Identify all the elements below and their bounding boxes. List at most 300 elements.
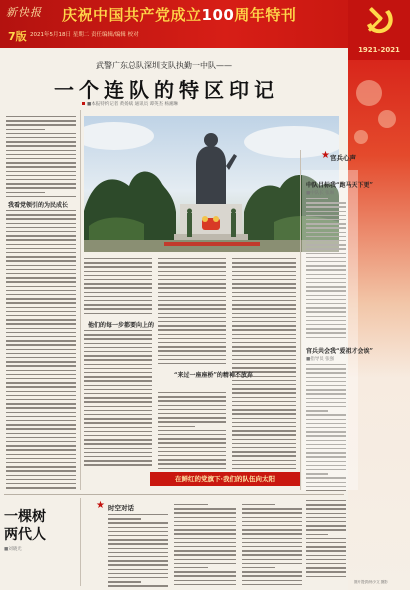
text-line bbox=[6, 336, 76, 337]
text-line bbox=[6, 158, 76, 159]
text-line bbox=[174, 521, 236, 522]
text-line bbox=[6, 319, 76, 320]
text-line bbox=[158, 451, 226, 452]
text-line bbox=[158, 442, 226, 443]
text-line bbox=[84, 308, 152, 309]
text-line bbox=[232, 413, 296, 414]
text-line bbox=[158, 346, 226, 347]
text-line bbox=[232, 426, 296, 427]
text-line bbox=[232, 304, 296, 305]
text-line bbox=[306, 513, 346, 514]
text-line bbox=[306, 559, 346, 560]
text-line bbox=[232, 363, 296, 364]
deco-bubble bbox=[354, 130, 368, 144]
text-line bbox=[158, 275, 226, 276]
text-line bbox=[84, 279, 152, 280]
text-line bbox=[158, 317, 226, 318]
text-line bbox=[158, 258, 226, 259]
text-line bbox=[6, 302, 76, 303]
column-divider bbox=[80, 110, 81, 490]
text-line bbox=[108, 548, 168, 549]
text-line bbox=[6, 462, 76, 463]
text-line bbox=[108, 531, 168, 532]
text-line bbox=[306, 508, 346, 509]
text-line bbox=[6, 454, 76, 455]
hammer-sickle-icon bbox=[362, 4, 396, 38]
text-line bbox=[108, 577, 168, 578]
text-line bbox=[6, 445, 76, 446]
text-line bbox=[108, 527, 168, 528]
deco-bubble bbox=[378, 110, 396, 128]
text-line bbox=[6, 420, 76, 421]
text-line bbox=[158, 426, 195, 427]
text-line bbox=[158, 459, 226, 460]
text-line bbox=[108, 560, 168, 561]
text-line bbox=[84, 283, 152, 284]
text-line bbox=[232, 388, 296, 389]
text-line bbox=[84, 414, 152, 415]
text-line bbox=[174, 567, 208, 568]
text-line bbox=[242, 538, 302, 539]
text-line bbox=[6, 479, 76, 480]
text-line bbox=[108, 564, 168, 565]
text-line bbox=[232, 434, 296, 435]
text-line bbox=[158, 396, 226, 397]
text-line bbox=[84, 351, 152, 352]
text-line bbox=[174, 571, 236, 572]
text-line bbox=[84, 460, 152, 461]
text-line bbox=[84, 355, 152, 356]
text-line bbox=[158, 438, 226, 439]
text-line bbox=[6, 252, 76, 253]
text-line bbox=[232, 283, 296, 284]
text-line bbox=[84, 418, 152, 419]
special-issue-title bbox=[62, 4, 296, 25]
text-line bbox=[84, 359, 152, 360]
text-line bbox=[158, 292, 226, 293]
special-title-part-c: 周年特刊 bbox=[234, 6, 297, 24]
text-line bbox=[84, 304, 152, 305]
text-line bbox=[108, 543, 168, 544]
text-line bbox=[232, 300, 296, 301]
text-line bbox=[108, 573, 168, 574]
text-line bbox=[84, 313, 152, 314]
column-divider bbox=[300, 150, 301, 490]
text-line bbox=[158, 350, 226, 351]
text-line bbox=[6, 449, 76, 450]
text-line bbox=[232, 455, 296, 456]
text-line bbox=[174, 538, 236, 539]
text-line bbox=[158, 355, 226, 356]
text-line bbox=[6, 344, 76, 345]
text-line bbox=[232, 321, 296, 322]
text-line bbox=[174, 512, 236, 513]
text-line bbox=[306, 567, 346, 568]
text-line bbox=[84, 389, 152, 390]
text-line bbox=[158, 409, 226, 410]
text-line bbox=[84, 343, 152, 344]
text-line bbox=[232, 422, 296, 423]
text-line bbox=[174, 525, 236, 526]
text-line bbox=[232, 296, 296, 297]
text-line bbox=[6, 365, 76, 366]
text-line bbox=[6, 323, 76, 324]
text-line bbox=[158, 413, 226, 414]
text-line bbox=[174, 546, 236, 547]
text-line bbox=[174, 584, 236, 585]
text-line bbox=[6, 311, 76, 312]
text-line bbox=[232, 367, 296, 368]
text-line bbox=[242, 546, 302, 547]
text-line bbox=[84, 452, 152, 453]
text-line bbox=[242, 512, 302, 513]
byline-marker bbox=[82, 102, 85, 105]
text-line bbox=[84, 385, 152, 386]
star-icon: ★ bbox=[96, 500, 105, 511]
text-line bbox=[6, 416, 76, 417]
text-line bbox=[108, 581, 141, 582]
text-line bbox=[232, 439, 296, 440]
text-line bbox=[232, 460, 296, 461]
text-line bbox=[6, 269, 76, 270]
text-line bbox=[84, 380, 152, 381]
text-line bbox=[6, 175, 76, 176]
text-line bbox=[158, 392, 226, 393]
text-line bbox=[6, 403, 76, 404]
text-line bbox=[306, 555, 346, 556]
article-subtitle: 武警广东总队深圳支队执勤一中队—— bbox=[96, 61, 232, 70]
text-line bbox=[306, 490, 346, 491]
text-line bbox=[306, 517, 346, 518]
section-divider bbox=[4, 494, 344, 495]
text-line bbox=[158, 287, 226, 288]
text-line bbox=[242, 525, 302, 526]
text-line bbox=[6, 137, 76, 138]
text-line bbox=[232, 384, 296, 385]
text-line bbox=[158, 304, 226, 305]
text-line bbox=[232, 397, 296, 398]
text-line bbox=[6, 428, 76, 429]
text-line bbox=[84, 368, 152, 369]
text-line bbox=[6, 162, 76, 163]
text-line bbox=[108, 539, 168, 540]
text-line bbox=[158, 463, 226, 464]
text-line bbox=[108, 535, 168, 536]
text-line bbox=[6, 227, 76, 228]
text-line bbox=[84, 271, 152, 272]
text-line bbox=[6, 187, 76, 188]
special-title-number: 100 bbox=[201, 6, 235, 24]
text-line bbox=[6, 307, 76, 308]
text-line bbox=[6, 179, 76, 180]
text-line bbox=[6, 466, 76, 467]
text-line bbox=[158, 296, 226, 297]
text-line bbox=[306, 500, 346, 501]
text-line bbox=[6, 244, 76, 245]
text-line bbox=[6, 424, 76, 425]
text-line bbox=[306, 504, 346, 505]
text-line bbox=[232, 308, 296, 309]
text-line bbox=[6, 374, 76, 375]
text-line bbox=[6, 273, 76, 274]
text-line bbox=[158, 434, 226, 435]
text-line bbox=[158, 400, 226, 401]
text-line bbox=[306, 542, 346, 543]
text-line bbox=[84, 338, 152, 339]
highlight-callout: 在鲜红的党旗下·我们的队伍向太阳 bbox=[150, 472, 300, 486]
star-icon: ★ bbox=[321, 150, 330, 161]
text-line bbox=[242, 533, 302, 534]
text-line bbox=[6, 210, 76, 211]
text-line bbox=[174, 529, 236, 530]
text-line bbox=[242, 554, 302, 555]
text-line bbox=[6, 315, 76, 316]
text-line bbox=[6, 412, 76, 413]
text-line bbox=[174, 517, 236, 518]
text-line bbox=[6, 120, 76, 121]
article-headline: 一个连队的特区印记 bbox=[54, 78, 279, 102]
text-line bbox=[84, 372, 152, 373]
text-line bbox=[84, 347, 152, 348]
text-line bbox=[174, 508, 236, 509]
text-line bbox=[232, 325, 296, 326]
text-line bbox=[232, 350, 296, 351]
text-line bbox=[242, 580, 302, 581]
text-line bbox=[158, 359, 226, 360]
text-line bbox=[242, 508, 302, 509]
text-line bbox=[84, 456, 152, 457]
text-line bbox=[6, 290, 76, 291]
text-line bbox=[84, 262, 152, 263]
text-line bbox=[232, 443, 296, 444]
text-line bbox=[158, 417, 226, 418]
party-emblem-area bbox=[348, 0, 410, 60]
text-line bbox=[306, 571, 346, 572]
text-line bbox=[6, 129, 45, 130]
text-line bbox=[6, 265, 76, 266]
text-line bbox=[84, 287, 152, 288]
text-line bbox=[6, 407, 76, 408]
text-line bbox=[158, 405, 226, 406]
text-line bbox=[108, 552, 168, 553]
text-line bbox=[232, 380, 296, 381]
text-line bbox=[84, 376, 152, 377]
sidebar-byline-1: ■中队长 张琳 bbox=[306, 191, 335, 196]
text-line bbox=[158, 334, 226, 335]
text-line bbox=[84, 422, 152, 423]
text-line bbox=[232, 468, 296, 469]
sidebar-title-2: 官兵共会我“爱祖才会诶” bbox=[306, 348, 373, 355]
sidebar-label: 官兵心声 bbox=[330, 154, 356, 162]
text-line bbox=[84, 364, 152, 365]
text-line bbox=[6, 433, 76, 434]
text-line bbox=[174, 580, 236, 581]
text-line bbox=[6, 183, 76, 184]
text-line bbox=[232, 317, 296, 318]
text-line bbox=[6, 281, 76, 282]
text-line bbox=[84, 275, 152, 276]
text-line bbox=[84, 397, 152, 398]
text-line bbox=[158, 321, 226, 322]
special-title-part-a: 庆祝中国共产党成立 bbox=[62, 6, 202, 24]
text-line bbox=[108, 556, 168, 557]
text-line bbox=[6, 133, 76, 134]
text-line bbox=[232, 313, 296, 314]
article-byline bbox=[82, 101, 178, 107]
text-line bbox=[306, 529, 346, 530]
newspaper-name: 新快报 bbox=[6, 6, 42, 19]
text-line bbox=[242, 504, 275, 505]
text-line bbox=[306, 534, 328, 535]
text-line bbox=[232, 271, 296, 272]
text-line bbox=[232, 287, 296, 288]
text-line bbox=[232, 266, 296, 267]
text-line bbox=[158, 313, 226, 314]
text-line bbox=[6, 378, 76, 379]
text-line bbox=[6, 223, 76, 224]
text-line bbox=[6, 277, 76, 278]
byline-text: ■本报特约记者 黄扬斌 通讯员 谭英杰 杨湘琳 bbox=[87, 102, 178, 107]
text-line bbox=[84, 300, 152, 301]
text-line bbox=[6, 214, 76, 215]
text-line bbox=[6, 483, 76, 484]
text-line bbox=[6, 294, 76, 295]
text-line bbox=[6, 116, 76, 117]
text-line bbox=[6, 357, 76, 358]
text-line bbox=[232, 346, 296, 347]
text-line bbox=[242, 571, 302, 572]
text-line bbox=[6, 340, 76, 341]
text-line bbox=[6, 145, 76, 146]
text-line bbox=[6, 239, 76, 240]
text-line bbox=[6, 395, 76, 396]
text-line bbox=[232, 355, 296, 356]
text-line bbox=[232, 430, 296, 431]
text-line bbox=[6, 141, 76, 142]
text-line bbox=[84, 410, 152, 411]
dateline: 2021年5月18日 星期二 责任编辑/编辑 校对 bbox=[30, 32, 139, 38]
text-line bbox=[158, 363, 226, 364]
text-line bbox=[242, 550, 302, 551]
text-line bbox=[6, 370, 76, 371]
text-line bbox=[158, 338, 226, 339]
text-line bbox=[306, 521, 346, 522]
text-line bbox=[6, 391, 76, 392]
text-line bbox=[158, 421, 226, 422]
sidebar-byline-2: ■指导员 张强 bbox=[306, 357, 335, 362]
text-line bbox=[306, 550, 346, 551]
text-line bbox=[232, 447, 296, 448]
text-line bbox=[6, 349, 76, 350]
text-line bbox=[232, 405, 296, 406]
text-line bbox=[84, 330, 152, 331]
page-number: 7版 bbox=[8, 30, 27, 43]
text-line bbox=[6, 470, 76, 471]
section-heading-1: 我看党领引的为民成长 bbox=[8, 202, 69, 209]
dialog-section-label: 时空对话 bbox=[108, 504, 134, 512]
text-line bbox=[158, 308, 226, 309]
text-line bbox=[158, 262, 226, 263]
text-line bbox=[232, 418, 296, 419]
text-line bbox=[6, 218, 76, 219]
text-line bbox=[232, 338, 296, 339]
text-line bbox=[232, 279, 296, 280]
footer-note: 图片提供/杨少文 摄影 bbox=[354, 580, 388, 584]
text-line bbox=[84, 296, 152, 297]
text-line bbox=[84, 443, 152, 444]
text-line bbox=[242, 517, 302, 518]
text-line bbox=[108, 518, 141, 519]
text-line bbox=[6, 458, 76, 459]
text-line bbox=[108, 585, 168, 586]
text-line bbox=[6, 196, 76, 197]
text-line bbox=[84, 401, 152, 402]
text-line bbox=[232, 409, 296, 410]
text-line bbox=[158, 447, 226, 448]
text-line bbox=[232, 329, 296, 330]
text-line bbox=[306, 538, 346, 539]
text-line bbox=[158, 342, 226, 343]
text-line bbox=[6, 332, 76, 333]
text-line bbox=[84, 292, 152, 293]
text-line bbox=[6, 487, 76, 488]
text-line bbox=[84, 258, 152, 259]
text-line bbox=[242, 559, 302, 560]
column-divider bbox=[80, 498, 81, 586]
text-line bbox=[174, 563, 236, 564]
text-line bbox=[232, 334, 296, 335]
text-line bbox=[6, 166, 76, 167]
text-line bbox=[6, 256, 76, 257]
text-line bbox=[174, 559, 236, 560]
text-line bbox=[84, 448, 152, 449]
deco-bubble bbox=[356, 80, 382, 106]
text-line bbox=[108, 514, 168, 515]
text-line bbox=[158, 468, 226, 469]
text-line bbox=[306, 576, 346, 577]
text-line bbox=[232, 258, 296, 259]
bottom-feature-author: ■刘晓光 bbox=[4, 547, 22, 552]
text-line bbox=[232, 262, 296, 263]
text-line bbox=[174, 575, 236, 576]
text-line bbox=[6, 286, 76, 287]
text-line bbox=[6, 171, 76, 172]
sidebar-title-1: 中队目标我“跑马天下更” bbox=[306, 182, 373, 189]
text-line bbox=[232, 292, 296, 293]
text-line bbox=[158, 329, 226, 330]
text-line bbox=[174, 554, 236, 555]
text-line bbox=[242, 521, 302, 522]
text-line bbox=[158, 300, 226, 301]
text-line bbox=[306, 525, 346, 526]
text-line bbox=[6, 382, 76, 383]
text-line bbox=[232, 401, 296, 402]
text-line bbox=[84, 431, 152, 432]
section-heading-2: 他们的每一步都要向上的 bbox=[88, 322, 155, 329]
section-heading-3: “来过一座座桥”的精神不放弃 bbox=[174, 372, 253, 379]
text-line bbox=[232, 451, 296, 452]
text-line bbox=[108, 522, 168, 523]
text-line bbox=[6, 328, 76, 329]
text-line bbox=[84, 406, 152, 407]
text-line bbox=[232, 342, 296, 343]
text-line bbox=[158, 325, 226, 326]
text-line bbox=[158, 430, 226, 431]
text-line bbox=[158, 271, 226, 272]
year-range: 1921-2021 bbox=[358, 46, 400, 54]
text-line bbox=[6, 441, 76, 442]
text-line bbox=[306, 546, 346, 547]
